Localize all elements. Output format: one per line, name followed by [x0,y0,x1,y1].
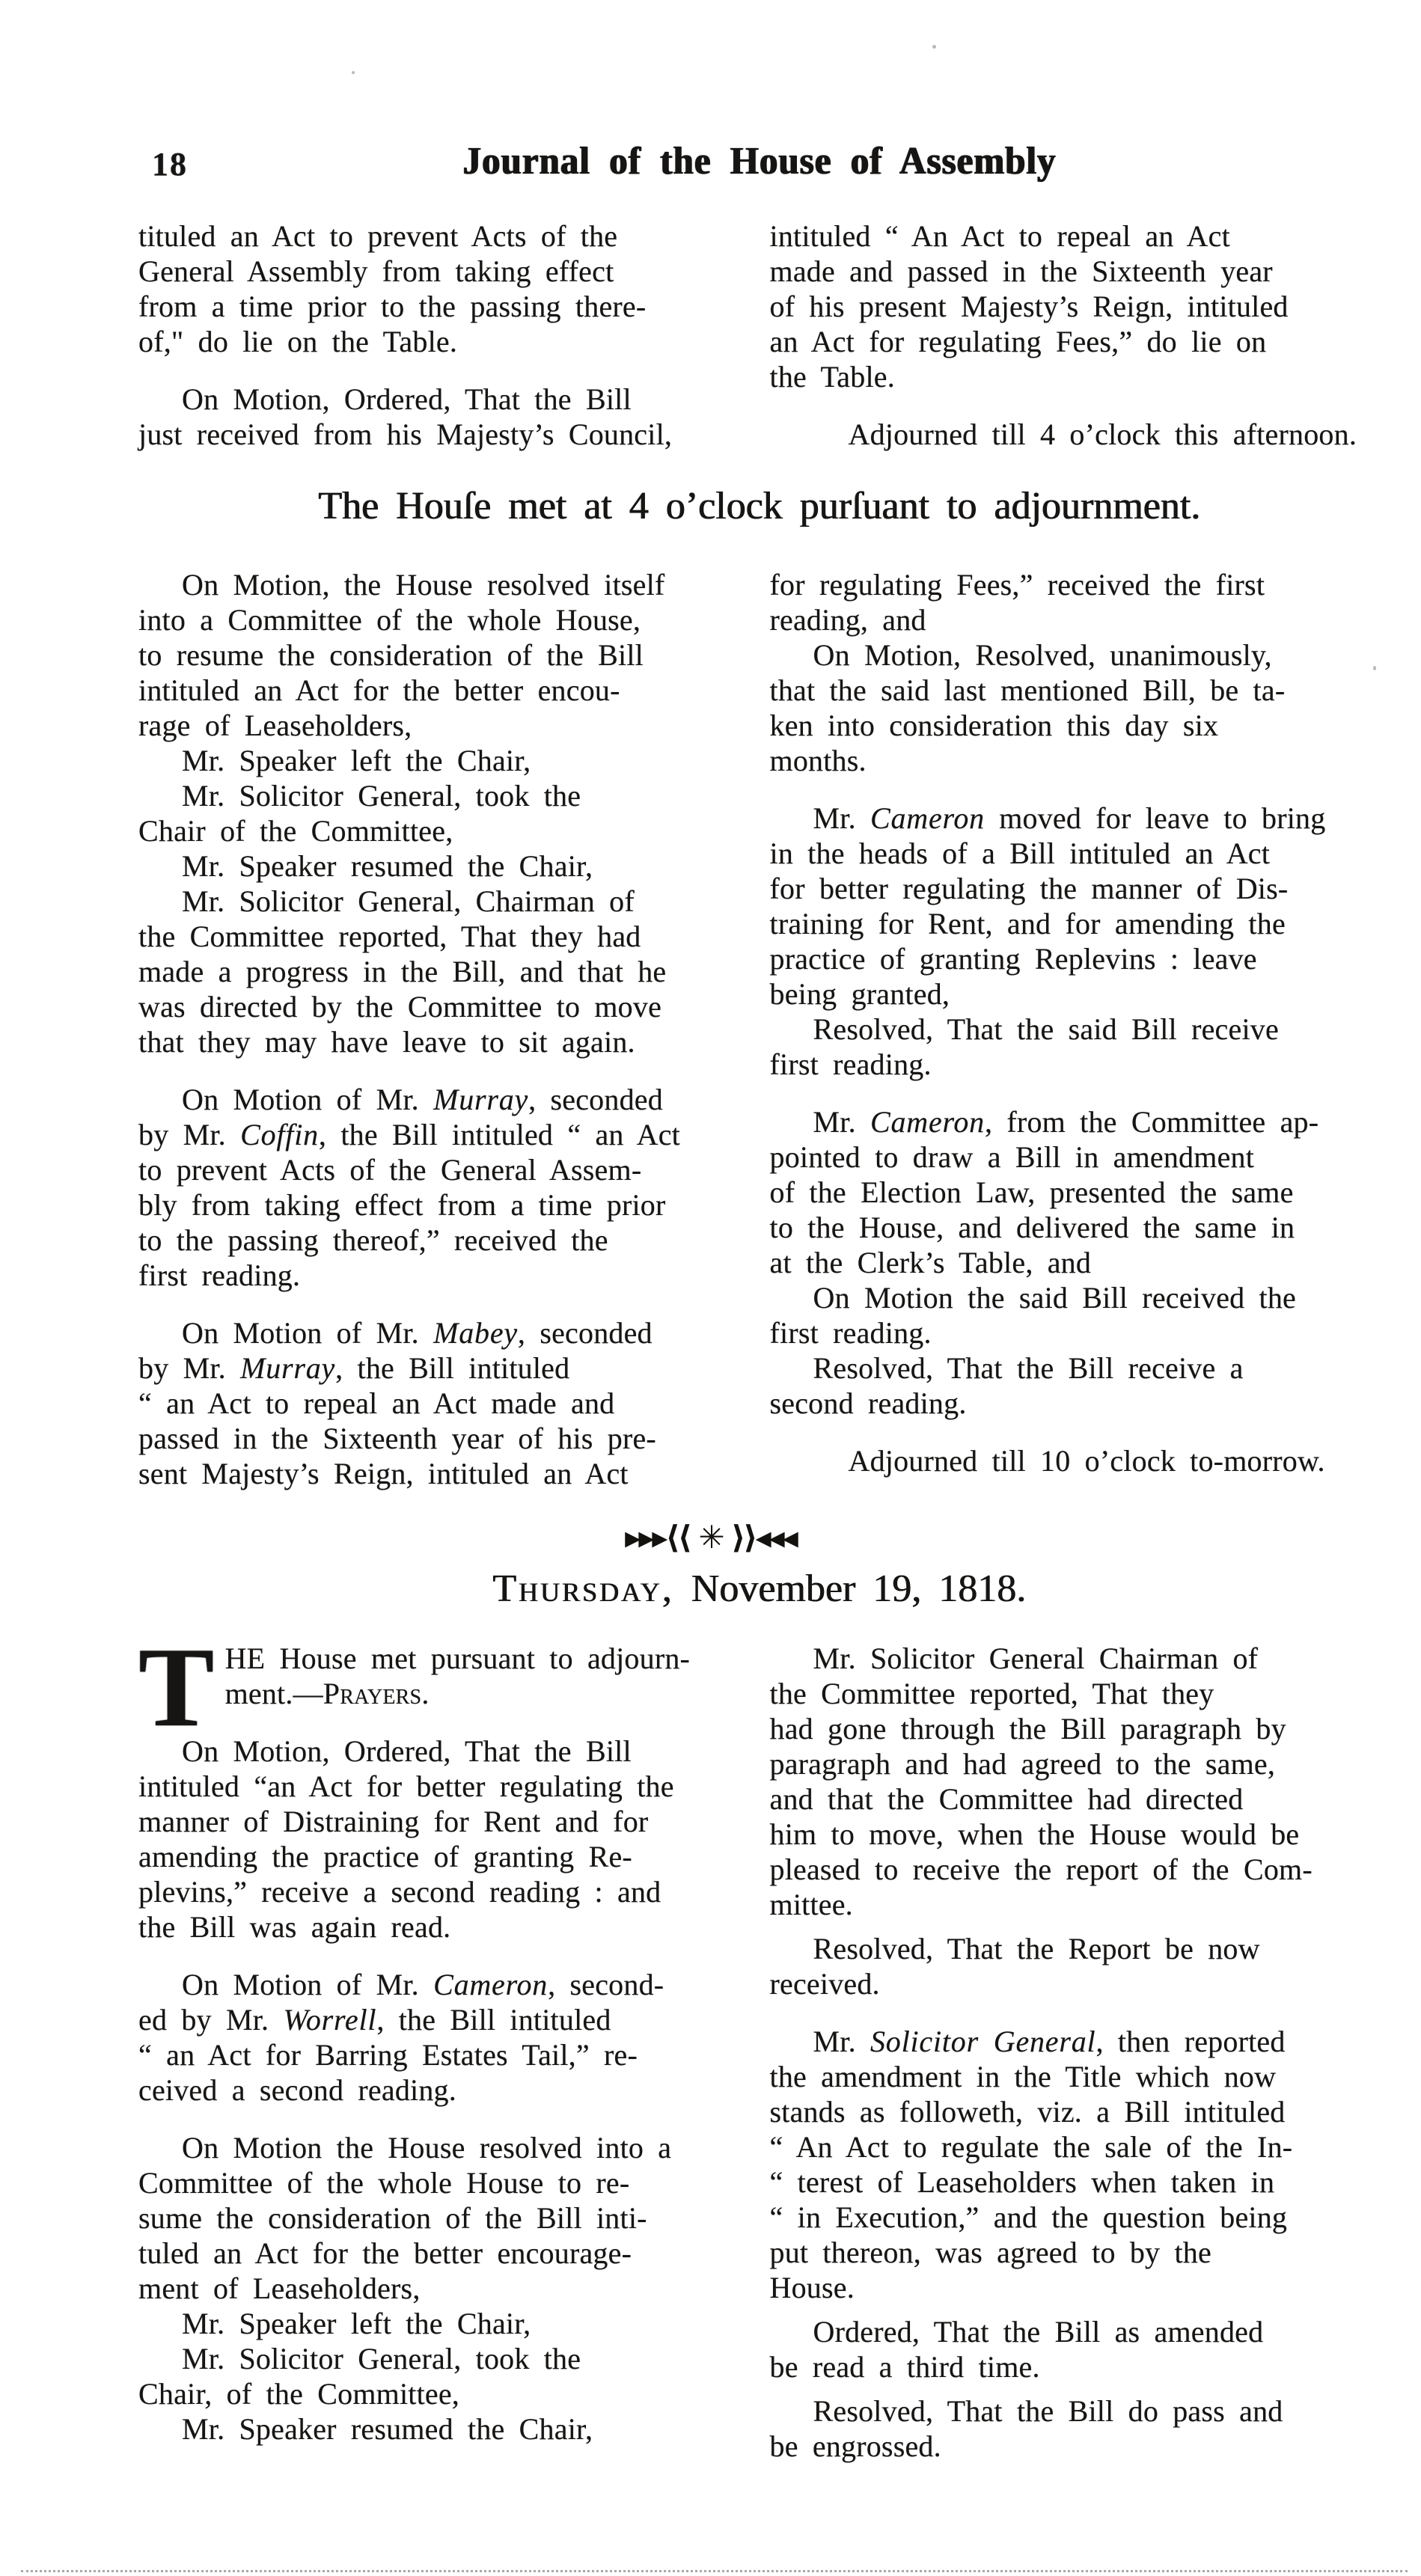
right-column [770,1641,1381,2464]
paragraph: Mr. Speaker resumed the Chair, [182,849,593,883]
paragraph: Mr. Solicitor General, then reported the amendment in the Title which now stands as followeth, viz. a Bill intituled “ An Act to regulate the sale of the In- “ terest of Leaseholders when taken in “ in Execution,” and the question being put thereon, was agreed to by the House. [769,2025,1293,2304]
paragraph: Mr. Solicitor General Chairman of the Committee reported, That they had gone through the Bill paragraph by paragraph and had agreed to the same, and that the Committee had directed him to move, when the House would be pleased to receive the report of the Com- mittee. [769,1642,1312,1921]
date-heading [138,1567,1380,1611]
page-number: 18 [152,146,188,183]
paragraph: intituled “ An Act to repeal an Act made and passed in the Sixteenth year of his present Majesty’s Reign, intituled an Act for regulating Fees,” do lie on the Table. [769,219,1289,394]
session-intro-columns [138,218,1380,452]
paragraph: On Motion the said Bill received the first reading. [769,1281,1297,1350]
paragraph: for regulating Fees,” received the first reading, and [769,568,1265,637]
paragraph: On Motion the House resolved into a Committee of the whole House to re- sume the consideration of the Bill inti- tuled an Act for the better encourage- ment of Leaseholders, [138,2131,672,2305]
left-column [138,1624,749,2464]
paragraph: Resolved, That the Report be now received. [769,1932,1260,2001]
paragraph: On Motion of Mr. Mabey, seconded by Mr. Murray, the Bill intituled “ an Act to repeal an Act made and passed in the Sixteenth year of his pre- sent Majesty’s Reign, intituled an Act [138,1316,656,1490]
left-column [138,567,749,1491]
paragraph: On Motion, Resolved, unanimously, that the said last mentioned Bill, be ta- ken into consideration this day six months. [769,638,1286,777]
paragraph: Mr. Solicitor General, took the Chair, of the Committee, [138,2342,581,2411]
paragraph: Mr. Speaker resumed the Chair, [182,2412,593,2446]
paragraph: On Motion of Mr. Cameron, second- ed by Mr. Worrell, the Bill intituled “ an Act for Barring Estates Tail,” re- ceived a second reading. [138,1968,664,2107]
paragraph: Mr. Cameron, from the Committee ap- pointed to draw a Bill in amendment of the Election Law, presented the same to the House, and delivered the same in at the Clerk’s Table, and [769,1105,1319,1279]
date-heading-day: Thursday, [492,1567,674,1610]
adjournment-line: Adjourned till 4 o’clock this afternoon. [848,417,1357,451]
scan-speck [352,71,355,74]
date-heading-rest: November 19, 1818. [673,1567,1026,1610]
paragraph: Mr. Solicitor General, Chairman of the Committee reported, That they had made a progress in the Bill, and that he was directed by the Committee to move that they may have leave to sit again. [138,884,667,1059]
paragraph: Resolved, That the Bill do pass and be engrossed. [769,2394,1283,2463]
paragraph: On Motion, Ordered, That the Bill just received from his Majesty’s Council, [138,382,673,451]
paragraph: On Motion, the House resolved itself into a Committee of the whole House, to resume the consideration of the Bill intituled an Act for the better encou- rage of Leaseholders, [138,568,665,742]
paragraph: Resolved, That the Bill receive a second reading. [769,1351,1244,1420]
adjournment-line: Adjourned till 10 o’clock to-morrow. [848,1444,1325,1478]
prayers-smallcaps: Prayers. [323,1677,430,1710]
paragraph: Resolved, That the said Bill receive first reading. [769,1012,1279,1081]
masthead-title: Journal of the House of Assembly [462,138,1056,183]
drop-cap: T [138,1624,215,1750]
left-column [138,218,749,452]
scan-edge-artifact [21,2570,1408,2572]
paragraph: On Motion of Mr. Murray, seconded by Mr. Coffin, the Bill intituled “ an Act to prevent Acts of the General Assem- bly from taking effect from a time prior to the passing thereof,” received the first reading. [138,1083,680,1292]
paragraph: tituled an Act to prevent Acts of the General Assembly from taking effect from a time prior to the passing there- of," do lie on the Table. [138,219,647,358]
opening-paragraph [138,1624,749,1750]
scan-speck [932,45,936,49]
masthead [138,139,1380,187]
right-column [770,567,1381,1491]
paragraph: On Motion, Ordered, That the Bill intituled “an Act for better regulating the manner of Distraining for Rent and for amending the practice of granting Re- plevins,” receive a second reading : and the Bill was again read. [138,1734,674,1944]
right-column [770,218,1381,452]
afternoon-session-columns [138,567,1380,1491]
paragraph: Ordered, That the Bill as amended be read a third time. [769,2315,1264,2384]
paragraph: Mr. Speaker left the Chair, [182,2307,531,2340]
ornament-divider: ▸▸▸⟨⟨ ✳ ⟩⟩◂◂◂ [625,1519,796,1555]
paragraph: Mr. Speaker left the Chair, [182,744,531,777]
opening-line-1: HE House met pursuant to adjourn- [224,1642,691,1675]
paragraph: Mr. Solicitor General, took the Chair of the Committee, [138,779,581,848]
thursday-session-columns [138,1624,1380,2464]
meeting-heading: The Houſe met at 4 o’clock purſuant to adjournment. [318,485,1200,527]
paragraph: Mr. Cameron moved for leave to bring in the heads of a Bill intituled an Act for better regulating the manner of Dis- training for Rent, and for amending the practice of granting Replevins : leave being granted, [769,801,1326,1011]
scan-speck [1373,666,1376,670]
opening-line-2: ment.— [224,1677,323,1710]
